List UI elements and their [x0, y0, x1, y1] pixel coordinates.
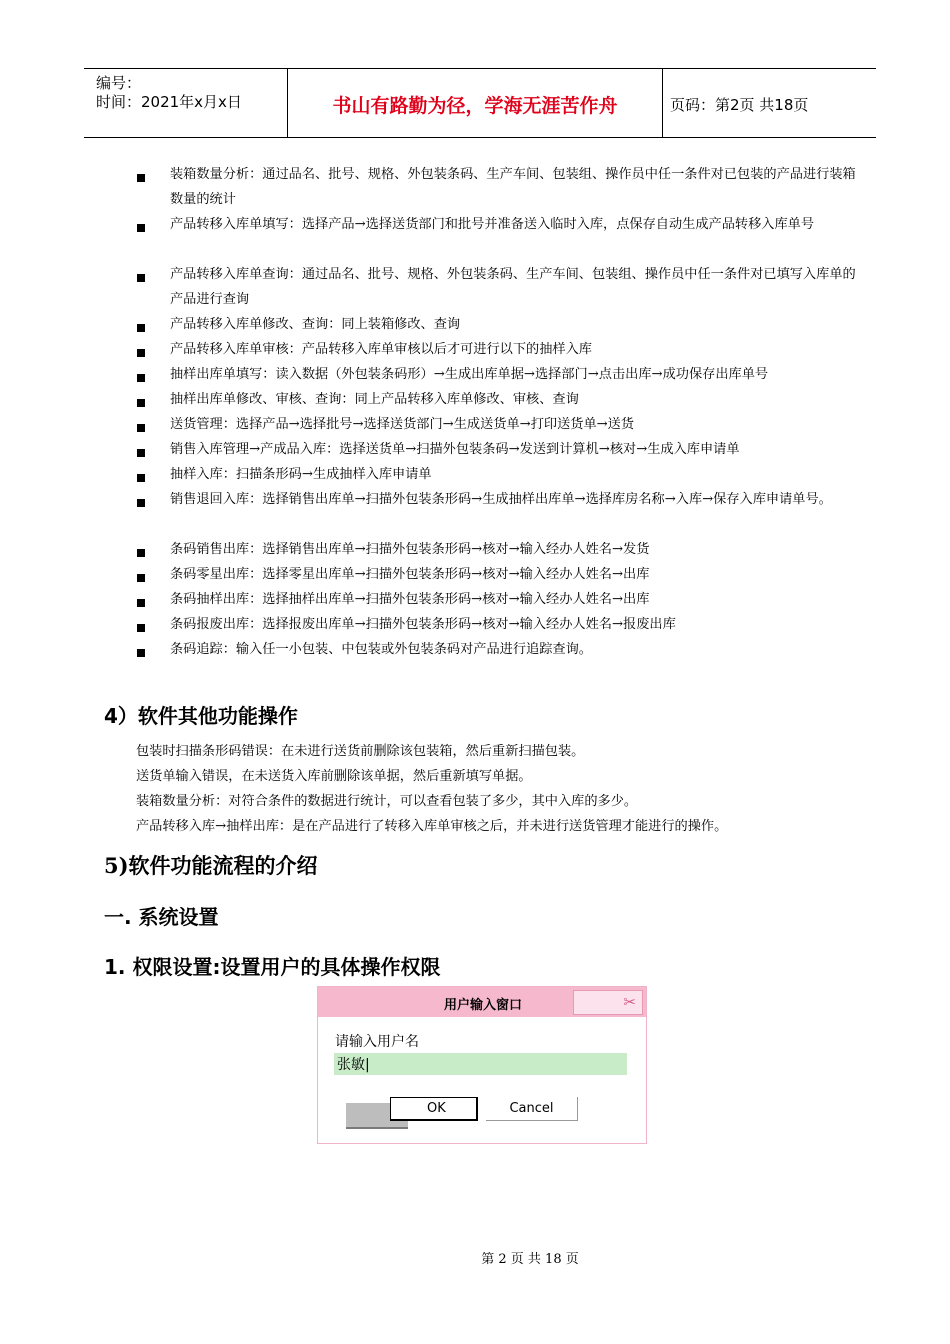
bullet-square-icon [137, 624, 145, 632]
bullet-text: 产品转移入库单修改、查询：同上装箱修改、查询 [170, 317, 461, 332]
bullet-text: 送货管理：选择产品→选择批号→选择送货部门→生成送货单→打印送货单→送货 [170, 417, 635, 432]
bullet-text: 抽样入库：扫描条形码→生成抽样入库申请单 [170, 467, 432, 482]
bullet-square-icon [137, 449, 145, 457]
bullet-text: 销售入库管理→产成品入库：选择送货单→扫描外包装条码→发送到计算机→核对→生成入库申请单 [170, 442, 740, 457]
bullet-square-icon [137, 324, 145, 332]
dialog-title-bar [318, 987, 646, 1017]
user-input-dialog [317, 986, 647, 1144]
header-motto-cell [287, 69, 663, 137]
bullet-square-icon [137, 399, 145, 407]
bullet-text: 条码销售出库：选择销售出库单→扫描外包装条形码→核对→输入经办人姓名→发货 [170, 542, 650, 557]
bullet-text: 产品转移入库单填写：选择产品→选择送货部门和批号并准备送入临时入库，点保存自动生成产品转移入库单号 [170, 217, 815, 232]
bullet-text: 条码抽样出库：选择抽样出库单→扫描外包装条形码→核对→输入经办人姓名→出库 [170, 592, 650, 607]
page-header [84, 68, 876, 138]
header-motto: 书山有路勤为径，学海无涯苦作舟 [332, 95, 618, 117]
bullet-text: 产品转移入库单审核：产品转移入库单审核以后才可进行以下的抽样入库 [170, 342, 592, 357]
bullet-text: 装箱数量分析：通过品名、批号、规格、外包装条码、生产车间、包装组、操作员中任一条件对已包装的产品进行装箱数量的统计 [170, 167, 856, 207]
bullet-square-icon [137, 549, 145, 557]
section-4-paragraph: 装箱数量分析：对符合条件的数据进行统计，可以查看包装了多少，其中入库的多少。 [136, 794, 638, 809]
section-4-paragraph: 包装时扫描条形码错误：在未进行送货前删除该包装箱，然后重新扫描包装。 [136, 744, 585, 759]
bullet-text: 抽样出库单修改、审核、查询：同上产品转移入库单修改、审核、查询 [170, 392, 579, 407]
ok-label: OK [427, 1101, 446, 1116]
section-5-heading: 5)软件功能流程的介绍 [104, 853, 318, 878]
bullet-square-icon [137, 474, 145, 482]
bullet-text: 抽样出库单填写：读入数据（外包装条码形）→生成出库单据→选择部门→点击出库→成功保存出库单号 [170, 367, 769, 382]
permission-settings-heading: 1. 权限设置:设置用户的具体操作权限 [104, 955, 441, 979]
bullet-text: 销售退回入库：选择销售出库单→扫描外包装条形码→生成抽样出库单→选择库房名称→入库→保存入库申请单号。 [170, 492, 832, 507]
header-left-cell [84, 69, 287, 137]
doc-number-label: 编号： [96, 74, 142, 92]
bullet-text: 条码零星出库：选择零星出库单→扫描外包装条形码→核对→输入经办人姓名→出库 [170, 567, 650, 582]
close-icon: ✂ [623, 993, 636, 1011]
bullet-square-icon [137, 274, 145, 282]
bullet-square-icon [137, 349, 145, 357]
page-footer: 第 2 页 共 18 页 [481, 1252, 579, 1267]
bullet-text: 产品转移入库单查询：通过品名、批号、规格、外包装条码、生产车间、包装组、操作员中任一条件对已填写入库单的产品进行查询 [170, 267, 856, 307]
bullet-square-icon [137, 424, 145, 432]
cancel-button[interactable]: Cancel [486, 1097, 578, 1121]
ok-button[interactable] [390, 1097, 478, 1121]
bullet-square-icon [137, 499, 145, 507]
bullet-text: 条码报废出库：选择报废出库单→扫描外包装条形码→核对→输入经办人姓名→报废出库 [170, 617, 676, 632]
bullet-square-icon [137, 599, 145, 607]
header-page-number: 页码：第2页 共18页 [670, 96, 809, 114]
doc-time-label: 时间：2021年x月x日 [96, 93, 242, 111]
bullet-square-icon [137, 649, 145, 657]
bullet-square-icon [137, 374, 145, 382]
username-input[interactable] [334, 1053, 627, 1075]
header-page-cell [662, 69, 876, 137]
bullet-square-icon [137, 574, 145, 582]
dialog-title: 用户输入窗口 [443, 998, 522, 1013]
section-4-paragraph: 产品转移入库→抽样出库：是在产品进行了转移入库单审核之后，并未进行送货管理才能进行的操作。 [136, 819, 728, 834]
section-4-heading: 4）软件其他功能操作 [104, 704, 298, 728]
bullet-square-icon [137, 174, 145, 182]
section-4-paragraph: 送货单输入错误，在未送货入库前删除该单据，然后重新填写单据。 [136, 769, 532, 784]
username-prompt: 请输入用户名 [335, 1034, 419, 1050]
system-settings-heading: 一. 系统设置 [104, 905, 219, 929]
dialog-close-button[interactable] [573, 990, 643, 1015]
bullet-square-icon [137, 224, 145, 232]
bullet-text: 条码追踪：输入任一小包装、中包装或外包装条码对产品进行追踪查询。 [170, 642, 592, 657]
